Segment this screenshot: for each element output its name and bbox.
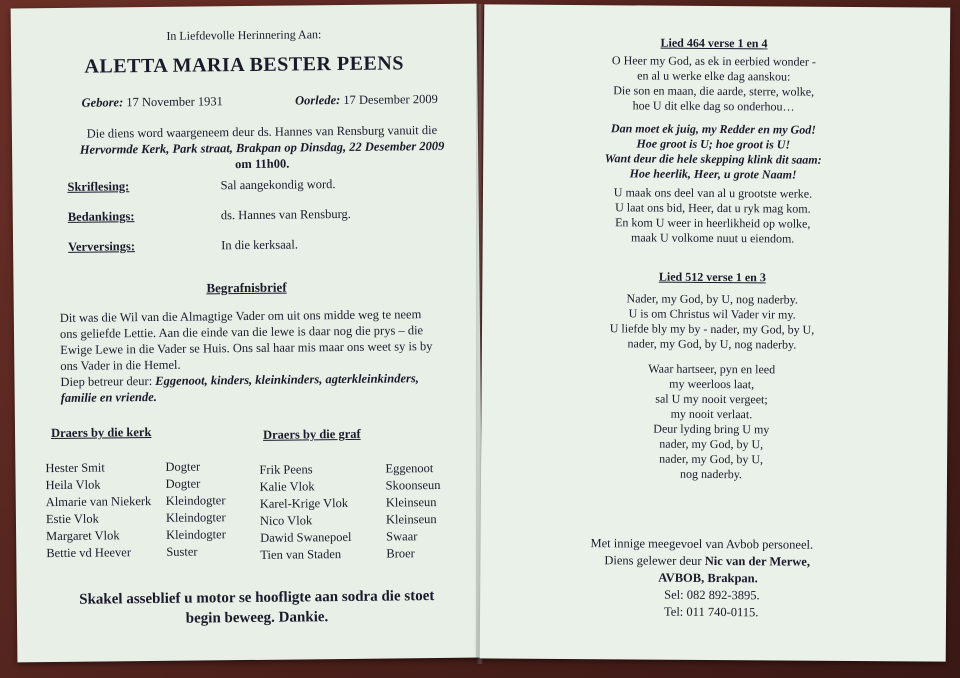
programme-label: Skriflesing: — [67, 179, 130, 194]
headlights-note-line-2: begin beweeg. Dankie. — [185, 609, 329, 627]
letter-line: Dit was die Wil van die Almagtige Vader om uit ons midde weg te neem — [59, 307, 422, 325]
hymn-1-title: Lied 464 verse 1 en 4 — [660, 35, 768, 51]
funeral-letter — [60, 306, 475, 406]
verse-line: hoe U dit elke dag so onderhou… — [632, 98, 795, 114]
mourners-list-2: familie en vriende. — [60, 389, 157, 405]
programme-label: Verversings: — [68, 239, 136, 254]
verse-line: sal U my nooit vergeet; — [655, 391, 768, 407]
programme-label: Bedankings: — [67, 209, 135, 224]
verse-line: Want deur die hele skepping klink dit saam: — [604, 151, 822, 167]
programme-value: ds. Hannes van Rensburg. — [220, 206, 351, 223]
list-item: Estie Vlok Kleindogter — [45, 510, 226, 527]
letter-line: ons geliefde Lettie. Aan die einde van die lewe is daar nog die prys – die — [59, 323, 424, 341]
closing-line-2 — [590, 552, 930, 571]
intro-line: In Liefdevolle Herinnering Aan: — [166, 27, 322, 43]
hymn-2-verse-3 — [481, 360, 942, 483]
verse-line: Hoe heerlik, Heer, u grote Naam! — [629, 166, 797, 182]
died-label: Oorlede: — [295, 93, 341, 108]
verse-line: maak U volkome nuut u eiendom. — [630, 230, 795, 246]
programme-row — [68, 206, 468, 225]
service-by-label: Diens gelewer deur — [604, 553, 702, 568]
programme-value: In die kerksaal. — [221, 237, 298, 253]
grave-bearers-list — [259, 460, 470, 564]
letter-line: Ewige Lewe in die Vader se Huis. Ons sal haar mis maar ons weet sy is by — [60, 339, 433, 357]
verse-line: my weerloos laat, — [669, 376, 755, 392]
church-bearers-title: Draers by die kerk — [50, 425, 152, 441]
left-page — [11, 4, 484, 663]
hymn-1-verse-1 — [484, 52, 944, 115]
letter-line: ons Vader in die Hemel. — [60, 357, 181, 373]
verse-line: nader, my God, by U, — [659, 436, 764, 452]
died-date: 17 Desember 2009 — [343, 91, 438, 107]
verse-line: nader, my God, by U, nog naderby. — [627, 336, 797, 352]
born-date: 17 November 1931 — [126, 94, 223, 110]
programme-row — [68, 236, 468, 255]
list-item: Hester Smit Dogter — [45, 459, 201, 476]
verse-line: U laat ons bid, Heer, dat u ryk mag kom. — [615, 200, 811, 216]
grave-bearers-title: Draers by die graf — [262, 426, 361, 442]
verse-line: Dan moet ek juig, my Redder en my God! — [610, 121, 816, 137]
programme-row — [67, 176, 467, 195]
list-item: Dawid Swanepoel Swaar — [260, 529, 418, 545]
list-item: Nico Vlok Kleinseun — [259, 512, 437, 528]
born-label: Gebore: — [81, 95, 124, 110]
hymn-2-verse-1 — [482, 290, 942, 353]
verse-line: nader, my God, by U, — [659, 451, 764, 467]
deceased-name: ALETTA MARIA BESTER PEENS — [84, 52, 405, 78]
verse-line: my nooit verlaat. — [670, 406, 753, 422]
service-line-1: Die diens word waargeneem deur ds. Hannes van Rensburg vanuit die — [86, 122, 438, 141]
phone-landline: Tel: 011 740-0115. — [664, 604, 759, 620]
verse-line: Nader, my God, by U, nog naderby. — [626, 291, 798, 307]
service-by-name: Nic van der Merwe, — [704, 553, 811, 569]
list-item: Margaret Vlok Kleindogter — [46, 527, 226, 544]
service-line-3: om 11h00. — [235, 156, 290, 172]
verse-line: U liefde bly my by - nader, my God, by U, — [609, 321, 815, 337]
list-item: Frik Peens Eggenoot — [259, 461, 434, 477]
church-bearers-list — [45, 458, 246, 562]
verse-line: nog naderby. — [680, 466, 743, 482]
closing-line-3: AVBOB, Brakpan. — [658, 570, 758, 586]
verse-line: en al u werke elke dag aanskou: — [637, 68, 791, 84]
mourners-list: Eggenoot, kinders, kleinkinders, agterkleinkinders, — [155, 371, 419, 388]
verse-line: En kom U weer in heerlikheid op wolke, — [615, 215, 811, 231]
headlights-note-line-1: Skakel asseblief u motor se hoofligte aan sodra die stoet — [79, 588, 435, 608]
list-item: Tien van Staden Broer — [260, 546, 415, 562]
hymn-1-chorus — [483, 120, 943, 183]
programme-value: Sal aangekondig word. — [220, 177, 336, 193]
list-item: Almarie van Niekerk Kleindogter — [45, 493, 226, 510]
closing-block — [590, 535, 931, 622]
verse-line: U maak ons deel van al u grootste werke. — [613, 185, 813, 201]
list-item: Kalie Vlok Skoonseun — [259, 477, 441, 494]
right-page — [480, 4, 951, 661]
list-item: Heila Vlok Dogter — [45, 476, 201, 493]
letter-title: Begrafnisbrief — [206, 279, 287, 296]
verse-line: O Heer my God, as ek in eerbied wonder - — [611, 53, 816, 69]
service-line-2: Hervormde Kerk, Park straat, Brakpan op Dinsdag, 22 Desember 2009 — [79, 138, 445, 157]
dates-row — [82, 92, 482, 111]
verse-line: Hoe groot is U; hoe groot is U! — [636, 136, 791, 152]
list-item: Karel-Krige Vlok Kleinseun — [259, 495, 437, 511]
hymn-2-title: Lied 512 verse 1 en 3 — [658, 269, 766, 285]
hymn-1-verse-4 — [483, 184, 943, 247]
verse-line: Die son en maan, die aarde, sterre, wolke, — [613, 83, 815, 99]
closing-line-1: Met innige meegevoel van Avbob personeel. — [590, 536, 814, 552]
mourners-prefix: Diep betreur deur: — [60, 373, 153, 389]
phone-cell: Sel: 082 892-3895. — [664, 587, 760, 603]
verse-line: Waar hartseer, pyn en leed — [648, 361, 776, 377]
service-info — [52, 122, 472, 174]
verse-line: U is om Christus wil Vader vir my. — [628, 306, 796, 322]
verse-line: Deur lyding bring U my — [653, 421, 770, 437]
headlights-note — [47, 586, 467, 630]
list-item: Bettie vd Heever Suster — [46, 544, 198, 561]
